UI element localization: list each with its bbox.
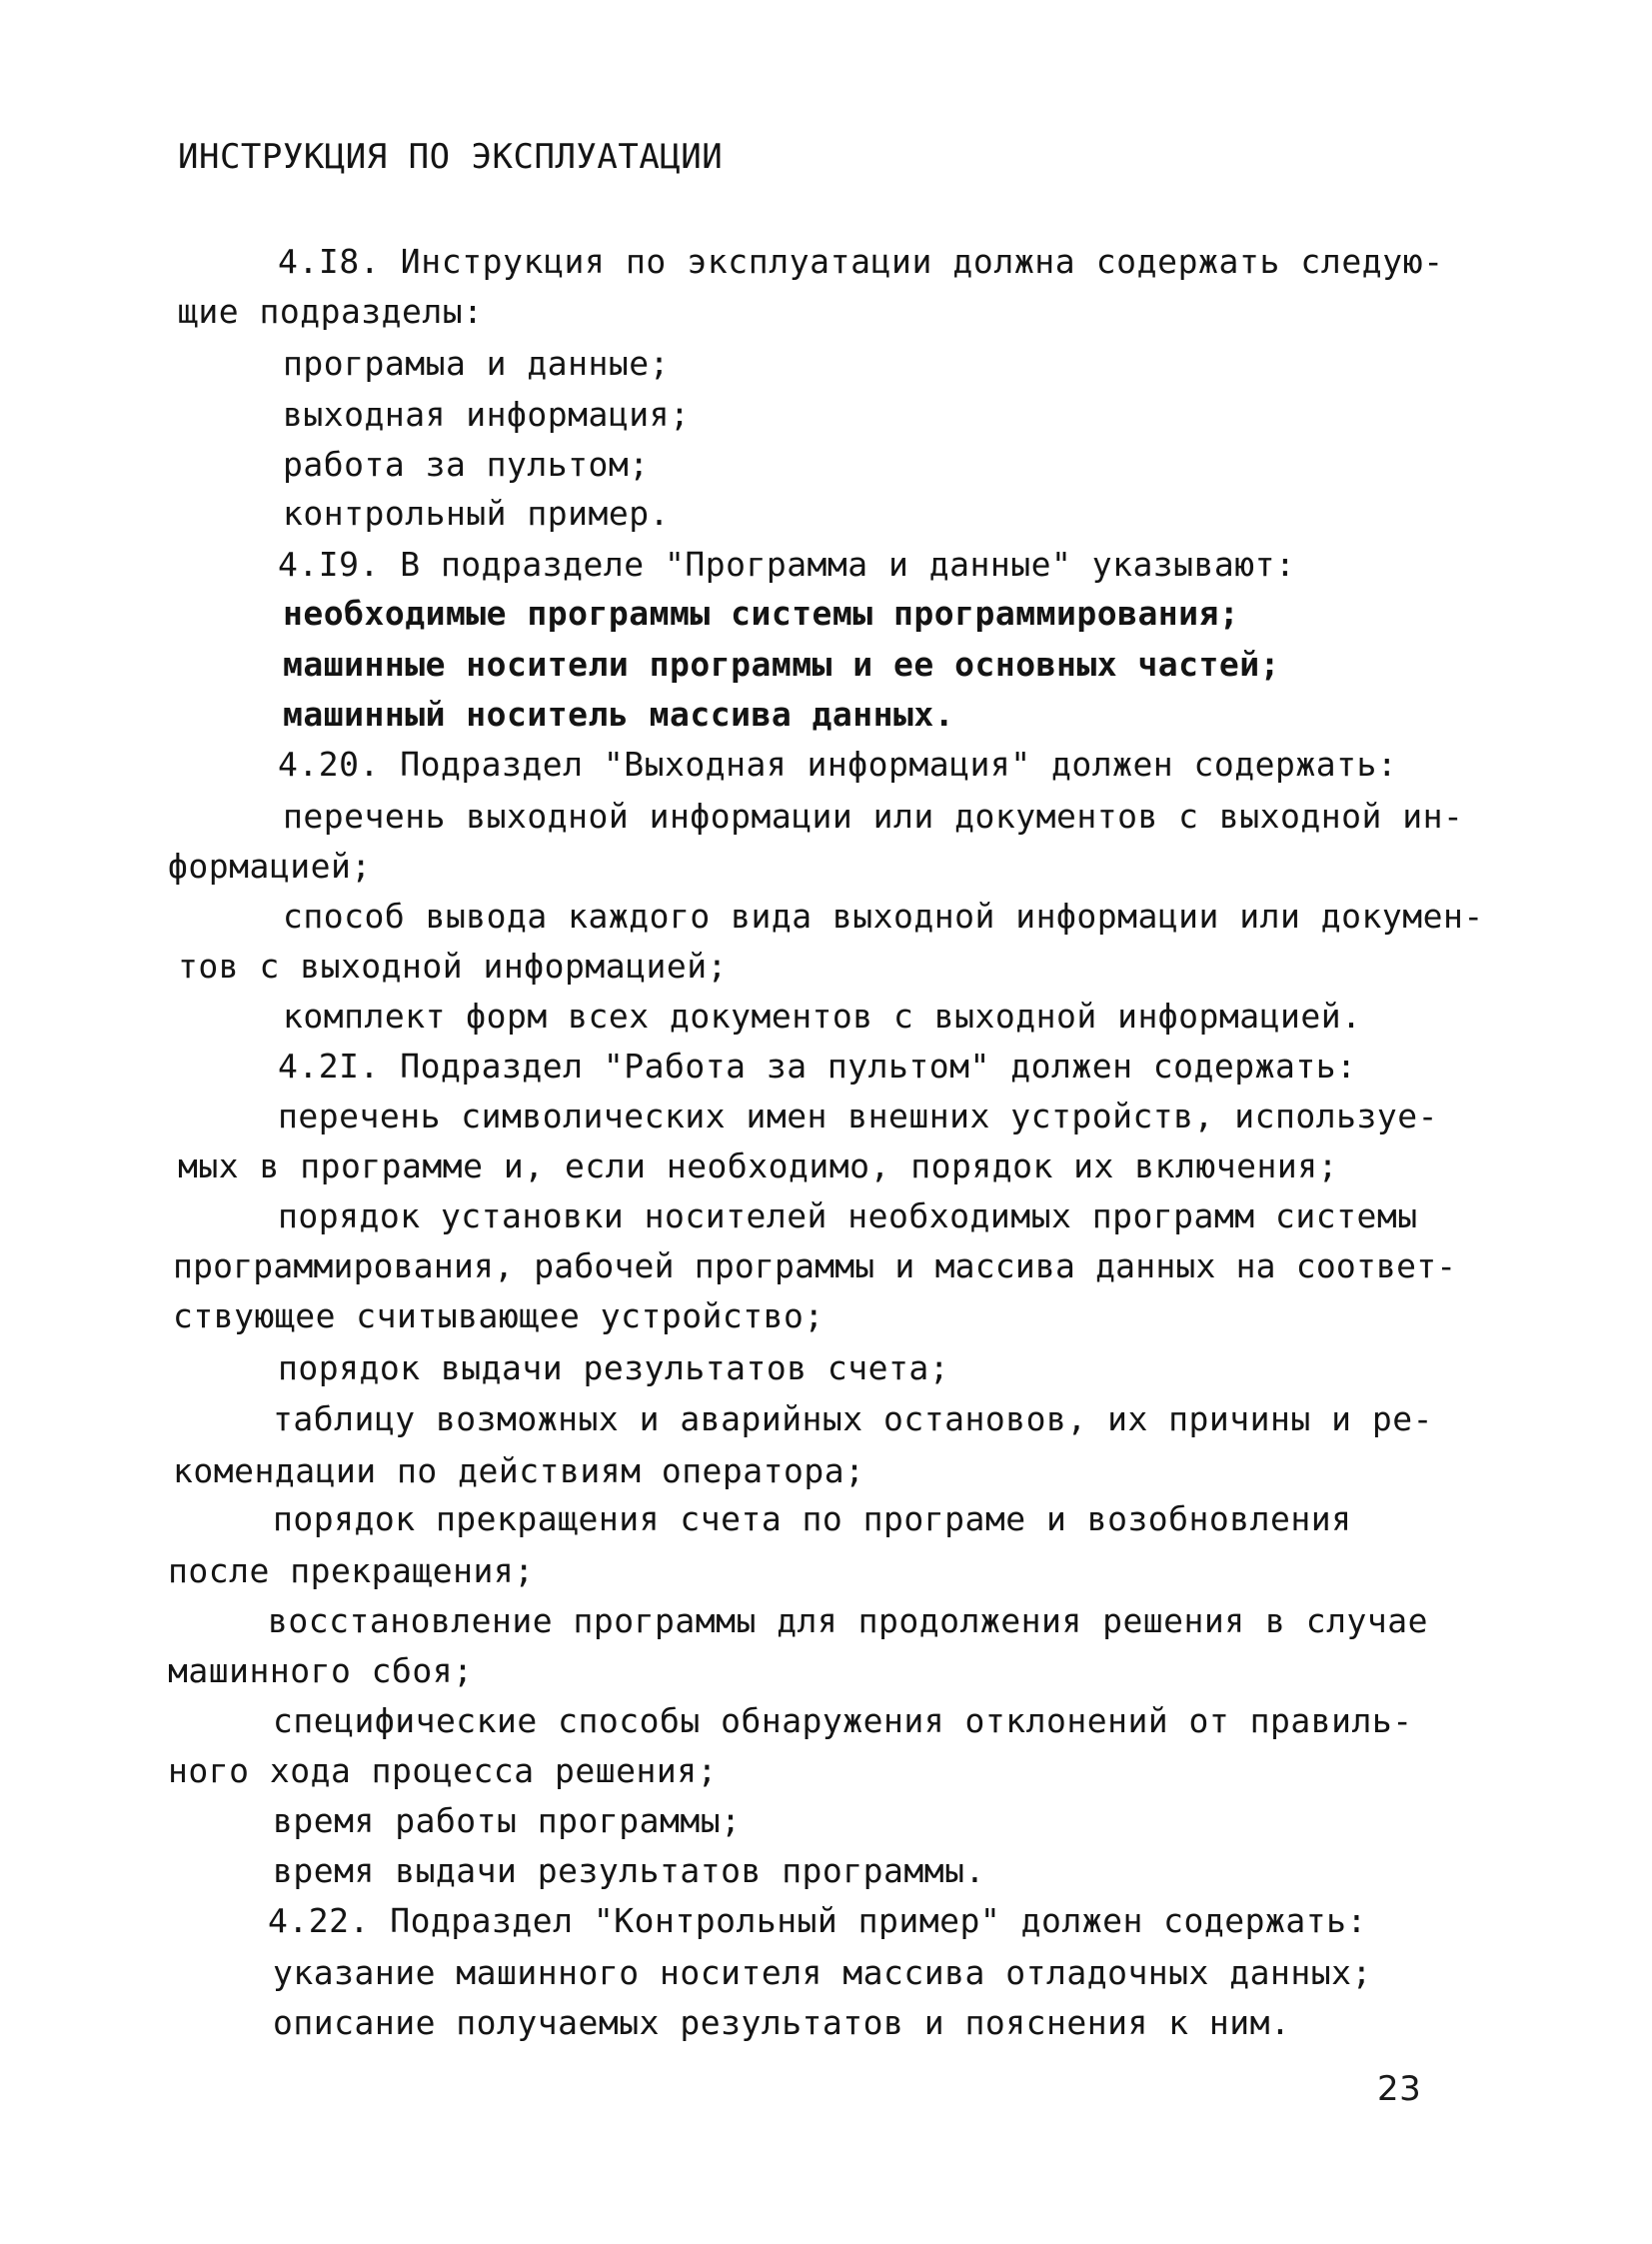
text-line: порядок прекращения счета по програме и возобновления	[273, 1499, 1352, 1538]
text-line: машинного сбоя;	[168, 1651, 474, 1690]
text-line: 4.I9. В подразделе "Программа и данные" указывают:	[278, 545, 1296, 584]
text-line: после прекращения;	[168, 1551, 535, 1590]
text-line: выходная информация;	[283, 395, 691, 434]
text-line: щие подразделы:	[178, 292, 484, 331]
text-line: комендации по действиям оператора;	[173, 1451, 865, 1490]
text-line: порядок выдачи результатов счета;	[278, 1348, 950, 1387]
text-line: перечень символических имен внешних устройств, используе-	[278, 1097, 1438, 1135]
text-line: 4.22. Подраздел "Контрольный пример" должен содержать:	[268, 1901, 1367, 1940]
page-number: 23	[1377, 2069, 1422, 2109]
page-heading: ИНСТРУКЦИЯ ПО ЭКСПЛУАТАЦИИ	[178, 137, 724, 177]
text-line: тов с выходной информацией;	[178, 947, 728, 986]
text-line: машинный носитель массива данных.	[283, 695, 955, 734]
text-line: таблицу возможных и аварийных остановов, их причины и ре-	[273, 1399, 1433, 1438]
text-line: специфические способы обнаружения отклонений от правиль-	[273, 1701, 1413, 1740]
text-line: ствующее считывающее устройство;	[173, 1296, 825, 1335]
text-line: мых в программе и, если необходимо, порядок их включения;	[178, 1146, 1338, 1185]
text-line: 4.I8. Инструкция по эксплуатации должна содержать следую-	[278, 242, 1444, 281]
text-line: машинные носители программы и ее основных частей;	[283, 645, 1281, 684]
text-line: время работы программы;	[273, 1801, 742, 1840]
text-line: перечень выходной информации или документов с выходной ин-	[283, 797, 1464, 836]
text-line: восстановление программы для продолжения решения в случае	[268, 1601, 1428, 1640]
text-line: комплект форм всех документов с выходной информацией.	[283, 997, 1362, 1036]
text-line: програмыа и данные;	[283, 344, 670, 383]
text-line: 4.20. Подраздел "Выходная информация" должен содержать:	[278, 745, 1398, 784]
text-line: программирования, рабочей программы и массива данных на соответ-	[173, 1246, 1457, 1285]
text-line: ного хода процесса решения;	[168, 1751, 718, 1790]
text-line: описание получаемых результатов и пояснения к ним.	[273, 2003, 1291, 2042]
text-line: контрольный пример.	[283, 494, 670, 533]
text-line: формацией;	[168, 847, 372, 886]
text-line: работа за пультом;	[283, 445, 650, 484]
text-line: время выдачи результатов программы.	[273, 1851, 985, 1890]
text-line: 4.2I. Подраздел "Работа за пультом" должен содержать:	[278, 1047, 1357, 1086]
text-line: указание машинного носителя массива отладочных данных;	[273, 1953, 1372, 1992]
text-line: порядок установки носителей необходимых программ системы	[278, 1196, 1418, 1235]
text-line: способ вывода каждого вида выходной информации или докумен-	[283, 897, 1484, 936]
text-line: необходимые программы системы программирования;	[283, 594, 1240, 633]
